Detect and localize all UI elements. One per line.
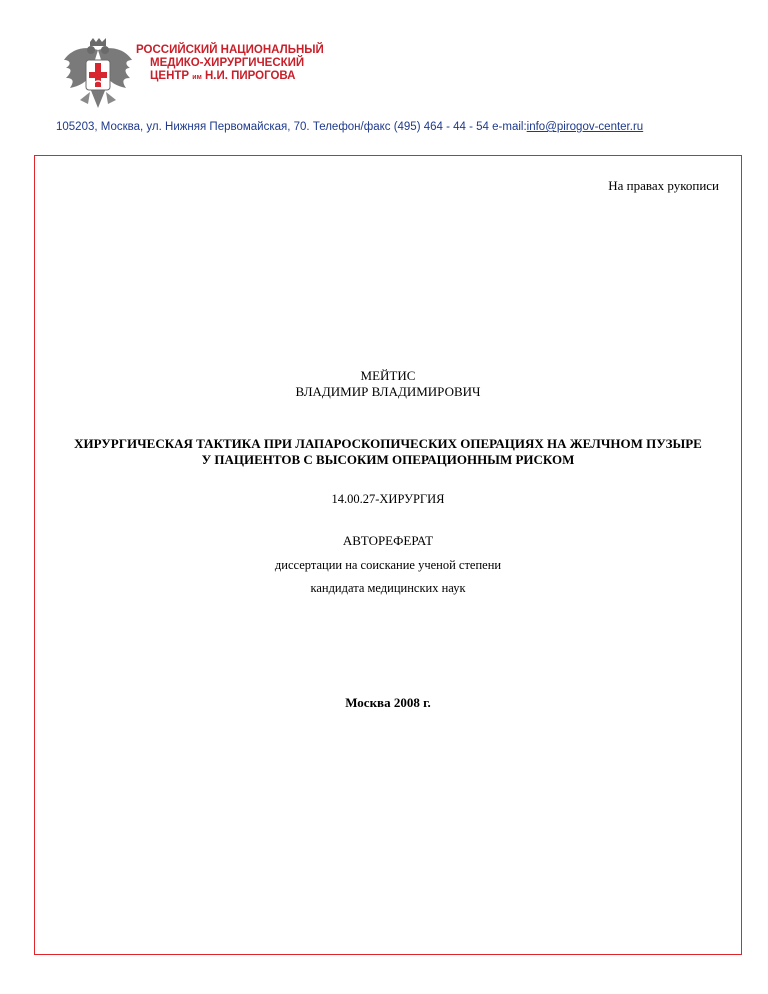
author-surname: МЕЙТИС xyxy=(360,368,416,383)
title-page-frame xyxy=(34,155,742,955)
org-name-center: ЦЕНТР xyxy=(150,70,190,82)
double-eagle-emblem-icon xyxy=(60,38,136,114)
title-line-2: У ПАЦИЕНТОВ С ВЫСОКИМ ОПЕРАЦИОННЫМ РИСКОМ xyxy=(201,452,575,467)
contact-address-phone: 105203, Москва, ул. Нижняя Первомайская, 70. Телефон/факс (495) 464 - 44 - 54 e-mail: xyxy=(56,121,527,133)
city-year: Москва 2008 г. xyxy=(345,695,431,710)
org-name-line-3 xyxy=(136,70,326,84)
dissertation-line: диссертации на соискание ученой степени xyxy=(274,558,502,572)
rights-note: На правах рукописи xyxy=(608,178,719,193)
specialty-code: 14.00.27-ХИРУРГИЯ xyxy=(331,492,445,506)
email-link[interactable]: info@pirogov-center.ru xyxy=(526,121,644,133)
dissertation-title xyxy=(35,436,741,468)
org-name-pirogov: Н.И. ПИРОГОВА xyxy=(204,70,296,82)
org-name-im: им xyxy=(192,74,202,81)
title-line-1: ХИРУРГИЧЕСКАЯ ТАКТИКА ПРИ ЛАПАРОСКОПИЧЕСКИХ ОПЕРАЦИЯХ НА ЖЕЛЧНОМ ПУЗЫРЕ xyxy=(74,436,702,451)
org-name-line-1: РОССИЙСКИЙ НАЦИОНАЛЬНЫЙ xyxy=(136,44,324,56)
org-name xyxy=(136,44,326,84)
org-logo xyxy=(60,38,324,114)
document-type: АВТОРЕФЕРАТ xyxy=(342,533,434,548)
author-name: ВЛАДИМИР ВЛАДИМИРОВИЧ xyxy=(295,384,481,399)
contact-line xyxy=(56,121,643,133)
org-name-line-2: МЕДИКО-ХИРУРГИЧЕСКИЙ xyxy=(150,57,305,69)
author-block xyxy=(35,368,741,400)
degree-line: кандидата медицинских наук xyxy=(310,581,466,595)
